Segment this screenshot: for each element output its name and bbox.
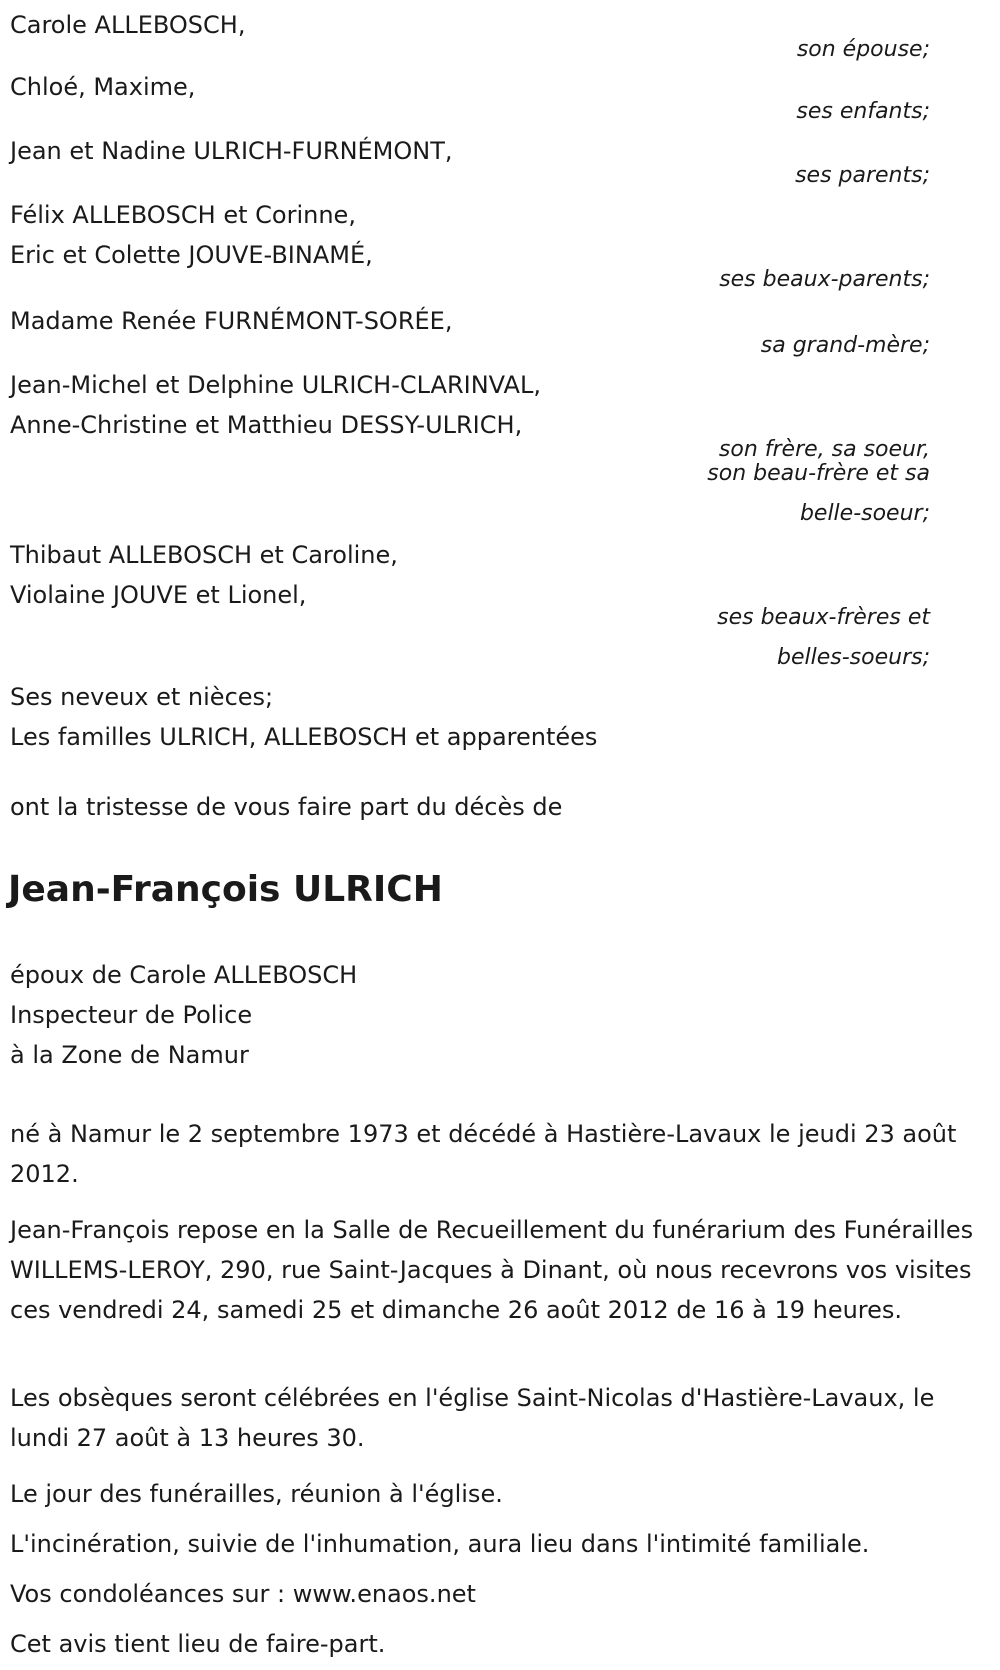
grandmother-name: Madame Renée FURNÉMONT-SORÉE,: [10, 307, 453, 335]
brothers-inlaw-role-line-1: ses beaux-frères et: [717, 605, 930, 630]
children-role: ses enfants;: [796, 99, 930, 124]
nephews-line: Ses neveux et nièces;: [10, 683, 274, 711]
meeting-paragraph: Le jour des funérailles, réunion à l'église.: [10, 1480, 503, 1508]
siblings-role-line-1: son frère, sa soeur,: [718, 437, 930, 462]
announcement-text: ont la tristesse de vous faire part du décès de: [10, 793, 563, 821]
grandmother-role: sa grand-mère;: [760, 333, 930, 358]
siblings-role-line-3: belle-soeur;: [799, 501, 930, 526]
notice-paragraph: Cet avis tient lieu de faire-part.: [10, 1630, 386, 1658]
parents-role: ses parents;: [795, 163, 930, 188]
parents-names: Jean et Nadine ULRICH-FURNÉMONT,: [10, 137, 453, 165]
cremation-paragraph: L'incinération, suivie de l'inhumation, aura lieu dans l'intimité familiale.: [10, 1530, 870, 1558]
condolences-paragraph: Vos condoléances sur : www.enaos.net: [10, 1580, 476, 1608]
deceased-zone-line: à la Zone de Namur: [10, 1041, 249, 1069]
deceased-name: Jean-François ULRICH: [8, 869, 443, 910]
spouse-role: son épouse;: [796, 37, 930, 62]
birth-death-paragraph: né à Namur le 2 septembre 1973 et décédé à Hastière-Lavaux le jeudi 23 août 2012.: [10, 1120, 957, 1188]
deceased-spouse-line: époux de Carole ALLEBOSCH: [10, 961, 358, 989]
siblings-line-1: Jean-Michel et Delphine ULRICH-CLARINVAL,: [10, 371, 541, 399]
brothers-inlaw-line-2: Violaine JOUVE et Lionel,: [10, 581, 307, 609]
families-line: Les familles ULRICH, ALLEBOSCH et apparentées: [10, 723, 598, 751]
funeral-paragraph: Les obsèques seront célébrées en l'église Saint-Nicolas d'Hastière-Lavaux, le lundi 27 août à 13 heures 30.: [10, 1384, 935, 1452]
inlaws-line-1: Félix ALLEBOSCH et Corinne,: [10, 201, 356, 229]
spouse-name: Carole ALLEBOSCH,: [10, 11, 246, 39]
siblings-role-line-2: son beau-frère et sa: [707, 461, 930, 486]
visitation-paragraph: Jean-François repose en la Salle de Recueillement du funérarium des Funérailles WILLEMS-LEROY, 290, rue Saint-Jacques à Dinant, où nous recevrons vos visites ces vendredi 24, samedi 25 et dimanche 26 août 2012 de 16 à 19 heures.: [10, 1216, 974, 1324]
deceased-profession-line: Inspecteur de Police: [10, 1001, 253, 1029]
brothers-inlaw-line-1: Thibaut ALLEBOSCH et Caroline,: [10, 541, 398, 569]
siblings-line-2: Anne-Christine et Matthieu DESSY-ULRICH,: [10, 411, 523, 439]
inlaws-line-2: Eric et Colette JOUVE-BINAMÉ,: [10, 241, 373, 269]
brothers-inlaw-role-line-2: belles-soeurs;: [777, 645, 930, 670]
children-names: Chloé, Maxime,: [10, 73, 196, 101]
inlaws-role: ses beaux-parents;: [719, 267, 930, 292]
